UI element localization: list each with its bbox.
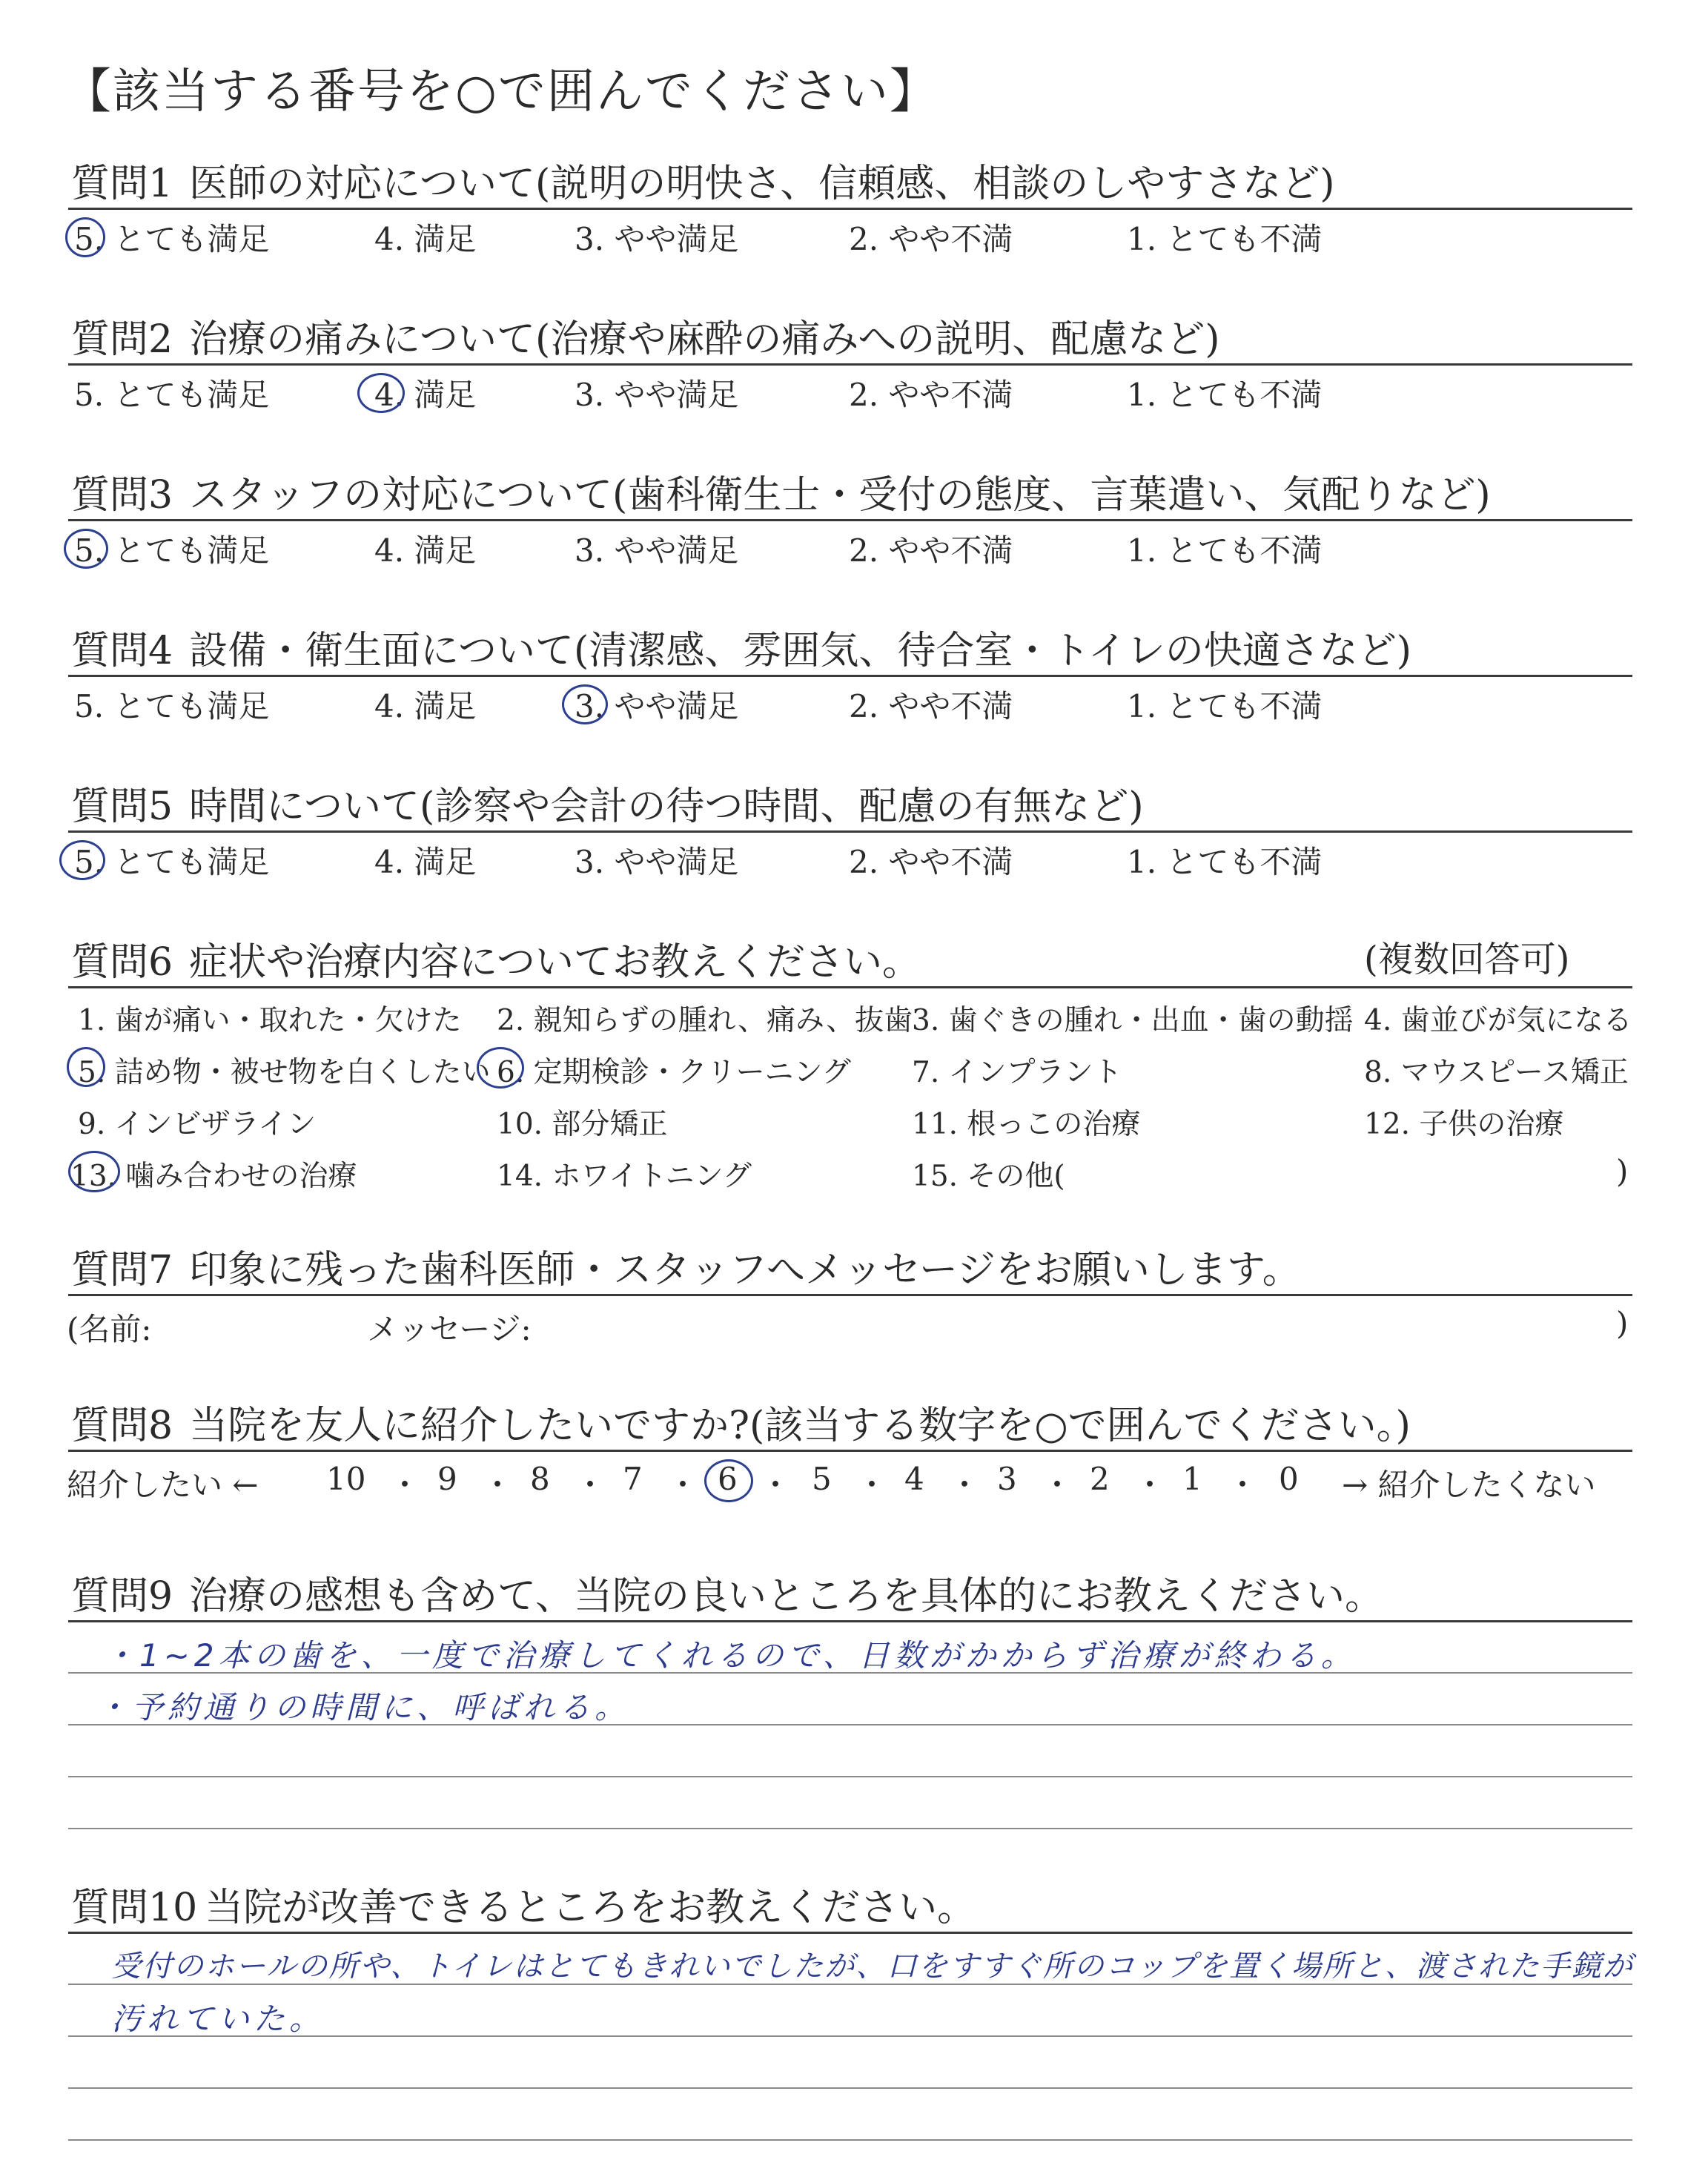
q8-left-label: 紹介したい ←	[67, 1467, 259, 1503]
q5-rule	[68, 830, 1632, 833]
q1-rule	[68, 208, 1632, 210]
q4-option-1[interactable]: 1. とても不満	[1127, 688, 1323, 724]
q3-option-5[interactable]: 5. とても満足	[74, 532, 270, 569]
q8-rule	[68, 1450, 1632, 1452]
q4-option-5[interactable]: 5. とても満足	[74, 688, 270, 724]
q8-separator: ・	[760, 1467, 792, 1503]
q6-option-7[interactable]: 7. インプラント	[912, 1056, 1122, 1089]
q10-answer-line-3	[68, 2087, 1632, 2089]
q1-option-3[interactable]: 3. やや満足	[575, 221, 739, 257]
q6-multiple-note: (複数回答可)	[1364, 939, 1570, 980]
q5-option-4[interactable]: 4. 満足	[374, 844, 477, 880]
q8-separator: ・	[482, 1467, 514, 1503]
q3-rule	[68, 519, 1632, 521]
q9-answer-line-3	[68, 1776, 1632, 1777]
q8-scale-5[interactable]: 5	[812, 1461, 832, 1497]
q6-option-8[interactable]: 8. マウスピース矯正	[1364, 1056, 1629, 1089]
q8-separator: ・	[856, 1467, 888, 1503]
q10-answer-2: 汚れていた。	[111, 2001, 325, 2037]
q4-option-4[interactable]: 4. 満足	[374, 688, 477, 724]
q2-option-5[interactable]: 5. とても満足	[74, 377, 270, 413]
q9-title	[71, 1565, 1383, 1620]
q8-separator: ・	[575, 1467, 606, 1503]
q2-option-4[interactable]: 4. 満足	[374, 377, 477, 413]
q9-rule	[68, 1620, 1632, 1622]
q9-answer-line-4	[68, 1828, 1632, 1829]
q7-number: 質問7	[71, 1248, 173, 1292]
q7-message-label: メッセージ:	[367, 1311, 532, 1347]
q8-scale-0[interactable]: 0	[1279, 1461, 1299, 1497]
q1-number: 質問1	[71, 162, 173, 206]
q9-text: 治療の感想も含めて、当院の良いところを具体的にお教えください。	[189, 1574, 1384, 1619]
q6-text: 症状や治療内容についてお教えください。	[189, 940, 921, 985]
q8-separator: ・	[667, 1467, 699, 1503]
q6-number: 質問6	[71, 940, 173, 985]
q8-scale-1[interactable]: 1	[1182, 1461, 1202, 1497]
q6-option-6[interactable]: 6. 定期検診・クリーニング	[497, 1056, 851, 1089]
q5-text: 時間について(診察や会計の待つ時間、配慮の有無など)	[189, 785, 1144, 829]
q5-title	[71, 775, 1144, 830]
q6-option-11[interactable]: 11. 根っこの治療	[912, 1108, 1141, 1141]
q1-option-1[interactable]: 1. とても不満	[1127, 221, 1323, 257]
q6-option-9[interactable]: 9. インビザライン	[78, 1108, 317, 1141]
q3-option-3[interactable]: 3. やや満足	[575, 532, 739, 569]
q1-option-2[interactable]: 2. やや不満	[849, 221, 1013, 257]
q5-option-2[interactable]: 2. やや不満	[849, 844, 1013, 880]
q10-number: 質問10	[71, 1886, 198, 1930]
q6-option-13[interactable]: 13. 噛み合わせの治療	[70, 1160, 357, 1193]
q3-title	[71, 463, 1491, 519]
q3-text: スタッフの対応について(歯科衛生士・受付の態度、言葉遣い、気配りなど)	[189, 473, 1491, 518]
q6-option-4[interactable]: 4. 歯並びが気になる	[1364, 1004, 1632, 1037]
q7-name-label: (名前:	[67, 1311, 152, 1347]
q1-title	[71, 152, 1335, 208]
q4-option-3[interactable]: 3. やや満足	[575, 688, 739, 724]
q1-option-5[interactable]: 5. とても満足	[74, 221, 270, 257]
q6-option-1[interactable]: 1. 歯が痛い・取れた・欠けた	[78, 1004, 462, 1037]
q4-text: 設備・衛生面について(清潔感、雰囲気、待合室・トイレの快適さなど)	[189, 629, 1412, 673]
q10-rule	[68, 1932, 1632, 1934]
q10-answer-1: 受付のホールの所や、トイレはとてもきれいでしたが、口をすすぐ所のコップを置く場所と、渡された手鏡が	[111, 1949, 1634, 1984]
q10-title	[71, 1876, 976, 1932]
page-title: 【該当する番号を○で囲んでください】	[64, 65, 939, 119]
q5-option-5[interactable]: 5. とても満足	[74, 844, 270, 880]
q6-option-3[interactable]: 3. 歯ぐきの腫れ・出血・歯の動揺	[912, 1004, 1354, 1037]
q6-option-15[interactable]: 15. その他(	[912, 1160, 1065, 1193]
q8-scale-6[interactable]: 6	[718, 1461, 738, 1497]
q4-option-2[interactable]: 2. やや不満	[849, 688, 1013, 724]
q8-text: 当院を友人に紹介したいですか?(該当する数字を○で囲んでください。)	[189, 1404, 1411, 1448]
q8-scale-7[interactable]: 7	[623, 1461, 643, 1497]
q4-number: 質問4	[71, 629, 173, 673]
q6-option-2[interactable]: 2. 親知らずの腫れ、痛み、抜歯	[497, 1004, 913, 1037]
q5-option-1[interactable]: 1. とても不満	[1127, 844, 1323, 880]
q8-separator: ・	[1227, 1467, 1259, 1503]
q1-text: 医師の対応について(説明の明快さ、信頼感、相談のしやすさなど)	[189, 162, 1335, 206]
q6-option-14[interactable]: 14. ホワイトニング	[497, 1160, 752, 1193]
q10-text: 当院が改善できるところをお教えください。	[205, 1886, 976, 1930]
q3-option-4[interactable]: 4. 満足	[374, 532, 477, 569]
q8-scale-8[interactable]: 8	[530, 1461, 550, 1497]
q10-answer-line-4	[68, 2139, 1632, 2141]
q8-scale-4[interactable]: 4	[904, 1461, 924, 1497]
q6-title	[71, 931, 921, 986]
q8-separator: ・	[389, 1467, 421, 1503]
q9-answer-1: ・1~2本の歯を、一度で治療してくれるので、日数がかからず治療が終わる。	[104, 1637, 1357, 1674]
q6-rule	[68, 986, 1632, 988]
q7-title	[71, 1238, 1301, 1294]
q8-separator: ・	[949, 1467, 981, 1503]
q2-option-2[interactable]: 2. やや不満	[849, 377, 1013, 413]
q2-title	[71, 308, 1220, 363]
q2-number: 質問2	[71, 317, 173, 362]
q8-scale-9[interactable]: 9	[437, 1461, 457, 1497]
q2-text: 治療の痛みについて(治療や麻酔の痛みへの説明、配慮など)	[189, 317, 1220, 362]
q8-scale-10[interactable]: 10	[326, 1461, 366, 1497]
q2-option-3[interactable]: 3. やや満足	[575, 377, 739, 413]
q2-rule	[68, 363, 1632, 366]
q8-separator: ・	[1042, 1467, 1073, 1503]
q3-option-2[interactable]: 2. やや不満	[849, 532, 1013, 569]
q8-right-label: → 紹介したくない	[1342, 1467, 1596, 1503]
q8-scale-2[interactable]: 2	[1090, 1461, 1110, 1497]
q2-option-1[interactable]: 1. とても不満	[1127, 377, 1323, 413]
q7-close-paren: )	[1616, 1305, 1629, 1341]
q8-title	[71, 1394, 1411, 1450]
q9-number: 質問9	[71, 1574, 173, 1619]
q1-option-4[interactable]: 4. 満足	[374, 221, 477, 257]
q6-option-5[interactable]: 5. 詰め物・被せ物を白くしたい	[78, 1056, 491, 1089]
q7-text: 印象に残った歯科医師・スタッフへメッセージをお願いします。	[189, 1248, 1301, 1292]
q8-separator: ・	[1134, 1467, 1166, 1503]
q6-option-10[interactable]: 10. 部分矯正	[497, 1108, 668, 1141]
q4-title	[71, 619, 1411, 675]
q8-scale-3[interactable]: 3	[997, 1461, 1017, 1497]
q6-option-12[interactable]: 12. 子供の治療	[1364, 1108, 1564, 1141]
q5-option-3[interactable]: 3. やや満足	[575, 844, 739, 880]
q4-rule	[68, 675, 1632, 677]
q8-number: 質問8	[71, 1404, 173, 1448]
q3-number: 質問3	[71, 473, 173, 518]
q9-answer-2: ・予約通りの時間に、呼ばれる。	[96, 1689, 631, 1725]
q7-rule	[68, 1294, 1632, 1296]
q6-other-close-paren: )	[1616, 1153, 1629, 1189]
q5-number: 質問5	[71, 785, 173, 829]
q3-option-1[interactable]: 1. とても不満	[1127, 532, 1323, 569]
